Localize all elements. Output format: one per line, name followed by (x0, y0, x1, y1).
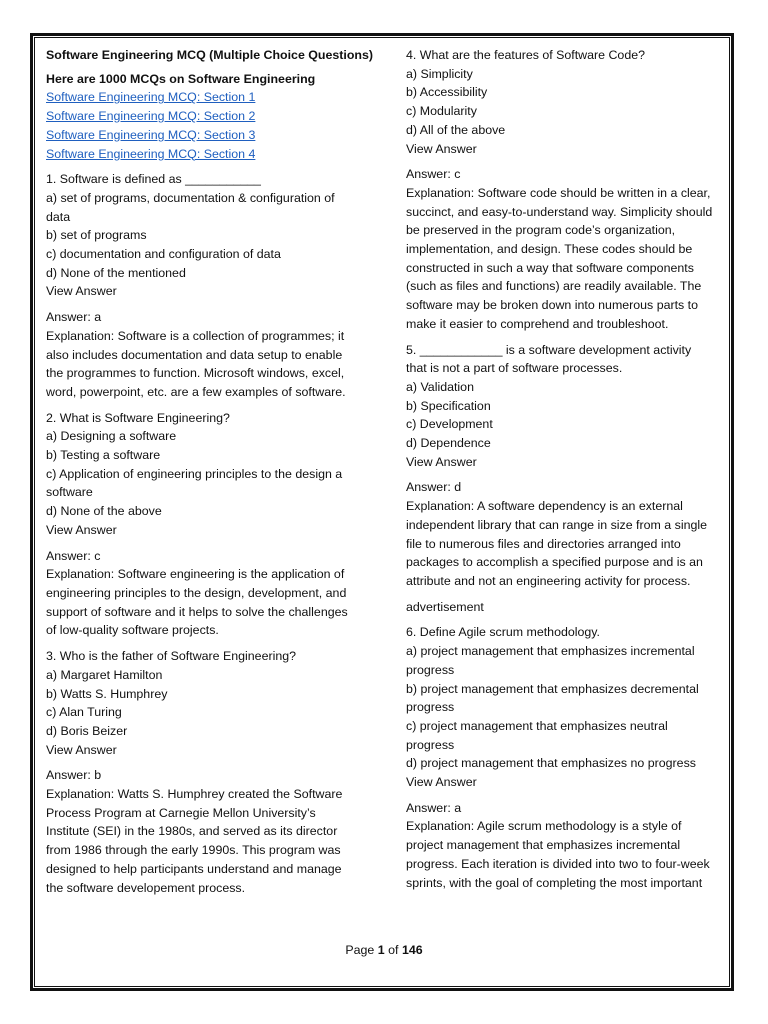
option-b: b) Accessibility (406, 85, 488, 100)
option-c-cont: progress (406, 737, 455, 752)
question-text: 5. ____________ is a software development activity (406, 342, 692, 357)
view-answer-link[interactable]: View Answer (406, 141, 477, 156)
advertisement-label: advertisement (406, 599, 484, 614)
explanation-line: make it easier to comprehend and troubleshoot. (406, 316, 669, 331)
option-a-cont: data (46, 209, 71, 224)
option-c: c) Alan Turing (46, 705, 122, 720)
section-2-link[interactable]: Software Engineering MCQ: Section 2 (46, 109, 256, 124)
page-label: Page (345, 943, 375, 957)
explanation-line: (such as files and functions) are readily available. The (406, 279, 702, 294)
document-title: Software Engineering MCQ (Multiple Choice Questions) (46, 48, 373, 62)
explanation-line: attribute and not an engineering activity for process. (406, 573, 691, 588)
explanation-line: packages to accomplish a specified purpose and is an (406, 555, 703, 570)
option-a: a) set of programs, documentation & configuration of (46, 190, 335, 205)
view-answer-link[interactable]: View Answer (406, 775, 477, 790)
answer: Answer: d (406, 480, 462, 495)
explanation-line: Institute (SEI) in the 1980s, and served as its director (46, 824, 338, 839)
option-c: c) Modularity (406, 104, 477, 119)
right-column (406, 46, 726, 892)
explanation-line: independent library that can range in size from a single (406, 517, 707, 532)
option-c: c) documentation and configuration of data (46, 247, 281, 262)
explanation-line: from 1986 through the early 1990s. This program was (46, 843, 341, 858)
view-answer-link[interactable]: View Answer (46, 522, 117, 537)
question-text: 6. Define Agile scrum methodology. (406, 625, 600, 640)
view-answer-link[interactable]: View Answer (46, 284, 117, 299)
explanation-line: progress. Each iteration is divided into two to four-week (406, 856, 710, 871)
question-text: 3. Who is the father of Software Engineering? (46, 649, 297, 664)
option-b: b) set of programs (46, 228, 147, 243)
option-d: d) All of the above (406, 122, 506, 137)
option-d: d) Dependence (406, 436, 491, 451)
view-answer-link[interactable]: View Answer (46, 742, 117, 757)
explanation-line: Explanation: Software code should be written in a clear, (406, 185, 711, 200)
explanation-line: Process Program at Carnegie Mellon University’s (46, 805, 316, 820)
question-text: 2. What is Software Engineering? (46, 410, 230, 425)
question-text: 4. What are the features of Software Code? (406, 48, 645, 62)
view-answer-link[interactable]: View Answer (406, 454, 477, 469)
option-c: c) Development (406, 417, 493, 432)
explanation-line: project management that emphasizes incremental (406, 838, 681, 853)
explanation-line: word, powerpoint, etc. are a few examples of software. (46, 384, 346, 399)
question-text-cont: that is not a part of software processes. (406, 361, 623, 376)
question-1 (46, 170, 362, 401)
explanation-line: implementation, and design. These codes should be (406, 242, 693, 257)
explanation-line: Explanation: Software engineering is the application of (46, 567, 345, 582)
option-d: d) project management that emphasizes no progress (406, 756, 696, 771)
explanation-line: file to numerous files and directories arranged into (406, 536, 681, 551)
question-3 (46, 647, 362, 897)
explanation-line: designed to help participants understand and manage (46, 861, 342, 876)
explanation-line: support of software and it helps to solve the challenges (46, 604, 348, 619)
option-b-cont: progress (406, 700, 455, 715)
explanation-line: engineering principles to the design, development, and (46, 585, 347, 600)
option-a: a) Simplicity (406, 66, 473, 81)
option-d: d) Boris Beizer (46, 723, 128, 738)
answer: Answer: a (46, 310, 102, 325)
option-d: d) None of the above (46, 504, 162, 519)
explanation-line: also includes documentation and data setup to enable (46, 347, 343, 362)
option-b: b) Testing a software (46, 448, 161, 463)
explanation-line: constructed in such a way that software components (406, 260, 694, 275)
section-4-link[interactable]: Software Engineering MCQ: Section 4 (46, 146, 256, 161)
option-b: b) project management that emphasizes decremental (406, 681, 699, 696)
option-a: a) Validation (406, 379, 474, 394)
explanation-line: Explanation: Agile scrum methodology is a style of (406, 819, 682, 834)
option-c-cont: software (46, 485, 93, 500)
explanation-line: Explanation: A software dependency is an external (406, 499, 683, 514)
option-b: b) Watts S. Humphrey (46, 686, 168, 701)
explanation-line: the programmes to function. Microsoft windows, excel, (46, 366, 345, 381)
of-label: of (388, 943, 399, 957)
page-number: 1 (377, 943, 385, 957)
answer: Answer: a (406, 800, 462, 815)
section-3-link[interactable]: Software Engineering MCQ: Section 3 (46, 127, 256, 142)
explanation-line: be preserved in the program code’s organization, (406, 223, 676, 238)
question-2 (46, 409, 362, 640)
option-d: d) None of the mentioned (46, 265, 186, 280)
answer: Answer: c (46, 548, 101, 563)
page-footer (0, 943, 768, 957)
explanation-line: the software developement process. (46, 880, 246, 895)
explanation-line: of low-quality software projects. (46, 623, 219, 638)
option-c: c) Application of engineering principles to the design a (46, 466, 343, 481)
left-column (46, 46, 373, 897)
question-6 (406, 623, 726, 892)
option-a-cont: progress (406, 662, 455, 677)
answer: Answer: b (46, 768, 102, 783)
answer: Answer: c (406, 167, 461, 182)
option-a: a) project management that emphasizes incremental (406, 644, 695, 659)
intro-heading: Here are 1000 MCQs on Software Engineering (46, 71, 316, 86)
option-c: c) project management that emphasizes neutral (406, 718, 668, 733)
question-text: 1. Software is defined as ___________ (46, 172, 261, 187)
question-4 (406, 46, 726, 334)
explanation-line: software may be broken down into numerous parts to (406, 298, 699, 313)
option-a: a) Designing a software (46, 429, 177, 444)
explanation-line: Explanation: Watts S. Humphrey created the Software (46, 787, 343, 802)
page-total: 146 (401, 943, 423, 957)
explanation-line: succinct, and easy-to-understand way. Simplicity should (406, 204, 713, 219)
section-1-link[interactable]: Software Engineering MCQ: Section 1 (46, 90, 256, 105)
explanation-line: sprints, with the goal of completing the most important (406, 875, 703, 890)
question-5 (406, 341, 726, 591)
option-a: a) Margaret Hamilton (46, 667, 163, 682)
option-b: b) Specification (406, 398, 491, 413)
explanation-line: Explanation: Software is a collection of programmes; it (46, 328, 345, 343)
